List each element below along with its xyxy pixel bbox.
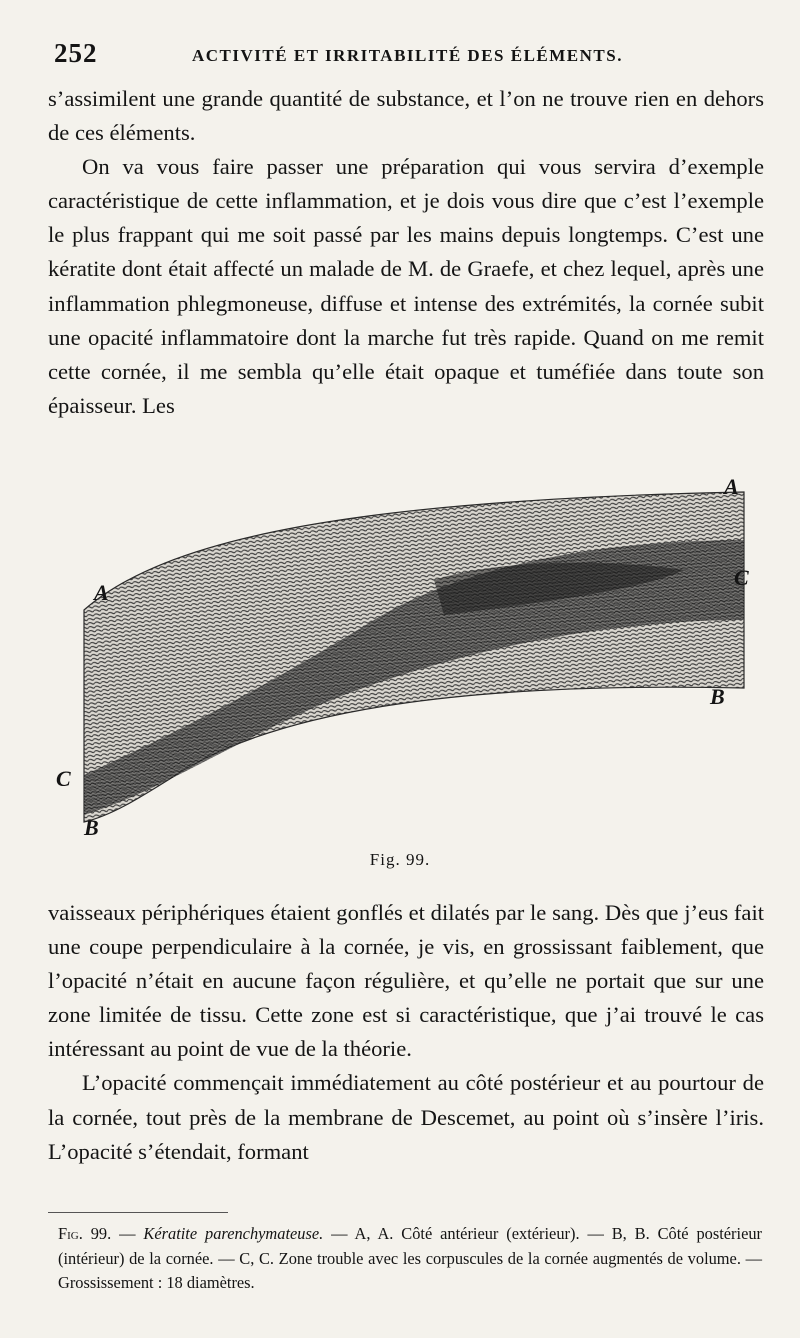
label-a-left: A: [94, 580, 109, 605]
figure-caption: [58, 1222, 762, 1296]
figure-title: Fig. 99.: [369, 850, 431, 869]
running-head: ACTIVITÉ ET IRRITABILITÉ DES ÉLÉMENTS.: [192, 46, 623, 65]
paragraph: L’opacité commençait immédiatement au côté postérieur et au pourtour de la cornée, tout près de la membrane de Descemet, au point où s’insère l’iris. L’opacité s’étendait, formant: [48, 1070, 764, 1164]
paragraph: On va vous faire passer une préparation qui vous servira d’exemple caractéristique de cette inflammation, et je dois vous dire que c’est l’exemple le plus frappant qui me soit passé par les mains depuis longtemps. C’est une kératite dont était affecté un malade de M. de Graefe, et chez lequel, après une inflammation phlegmoneuse, diffuse et intense des extrémités, la cornée subit une opacité inflammatoire dont la marche fut très rapide. Quand on me remit cette cornée, il me sembla qu’elle était opaque et tuméfiée dans toute son épaisseur. Les: [48, 154, 764, 418]
paragraph: s’assimilent une grande quantité de substance, et l’on ne trouve rien en dehors de ces éléments.: [48, 86, 764, 146]
figure-cornea-section: [44, 470, 764, 845]
body-text-bottom: [48, 896, 764, 1169]
caption-title: Kératite parenchymateuse.: [143, 1224, 324, 1243]
label-b-left: B: [84, 815, 99, 840]
body-text-top: [48, 82, 764, 423]
footnote-rule: [48, 1212, 228, 1213]
label-c-left: C: [56, 766, 71, 791]
cornea-illustration: [44, 470, 764, 845]
paragraph: vaisseaux périphériques étaient gonflés et dilatés par le sang. Dès que j’eus fait une coupe perpendiculaire à la cornée, je vis, en grossissant faiblement, que l’opacité n’était en aucune façon régulière, et qu’elle ne portait que sur une zone limitée de tissu. Cette zone est si caractéristique, que j’ai trouvé le cas intéressant au point de vue de la théorie.: [48, 900, 764, 1062]
caption-fig-number: Fig. 99. —: [58, 1224, 136, 1243]
page-number: 252: [54, 38, 98, 68]
page-header: [46, 38, 760, 74]
label-b-right: B: [710, 684, 725, 709]
label-c-right: C: [734, 565, 749, 590]
caption-legend: — A, A. Côté antérieur (extérieur). — B, B. Côté postérieur (intérieur) de la cornée. — C, C. Zone trouble avec les corpuscules de la cornée augmentés de volume. — Grossissement : 18 diamètres.: [58, 1224, 762, 1292]
label-a-right: A: [724, 474, 739, 499]
